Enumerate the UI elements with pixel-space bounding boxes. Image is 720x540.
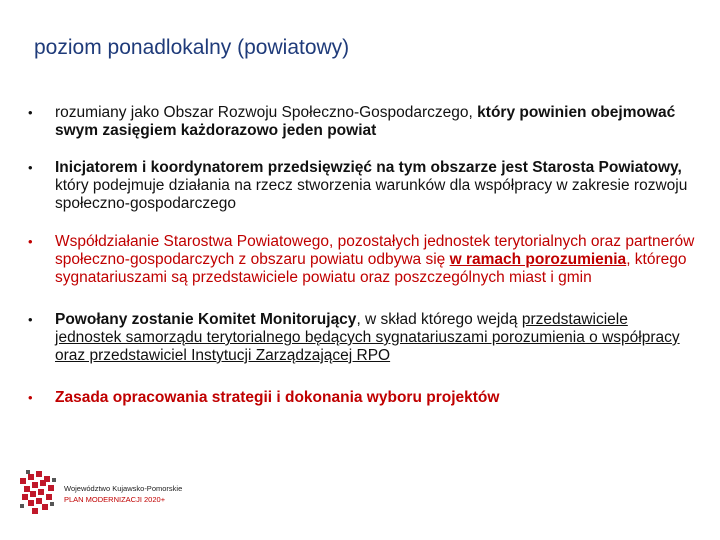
bullet-dot: • (28, 390, 33, 405)
bullet-4-underlined: przedstawiciele jednostek samorządu terytorialnego będących sygnatariuszami porozumienia o współpracy oraz przedstawiciel Instytucji Zarządzającej RPO (55, 311, 680, 364)
bullet-dot: • (28, 312, 33, 327)
bullet-dot: • (28, 234, 33, 249)
bullet-3-text-end: , którego sygnatariuszami są przedstawiciele powiatu oraz poszczególnych miast i gmin (55, 251, 687, 286)
bullet-5-bold: Zasada opracowania strategii i dokonania wyboru projektów (55, 389, 500, 406)
regional-logo (18, 468, 218, 518)
bullet-2-text: który podejmuje działania na rzecz stworzenia warunków dla współpracy w zakresie rozwoju społeczno-gospodarczego (55, 177, 688, 212)
bullet-list (28, 104, 698, 407)
bullet-1-bold: który powinien obejmować swym zasięgiem każdorazowo jeden powiat (55, 104, 676, 139)
logo-region-name: Województwo Kujawsko-Pomorskie (64, 484, 183, 493)
bullet-dot: • (28, 105, 33, 120)
slide-title: poziom ponadlokalny (powiatowy) (34, 36, 350, 59)
logo-plan-name: PLAN MODERNIZACJI 2020+ (64, 495, 166, 504)
bullet-2-bold: Inicjatorem i koordynatorem przedsięwzięć na tym obszarze jest Starosta Powiatowy, (55, 159, 682, 176)
logo-mosaic-icon (18, 468, 60, 516)
bullet-item-2 (28, 159, 698, 213)
bullet-item-4 (28, 311, 698, 365)
bullet-item-3 (28, 233, 698, 287)
bullet-item-1 (28, 104, 698, 140)
bullet-1-text: rozumiany jako Obszar Rozwoju Społeczno-Gospodarczego, (55, 104, 478, 121)
bullet-4-bold: Powołany zostanie Komitet Monitorujący (55, 311, 357, 328)
bullet-dot: • (28, 160, 33, 175)
bullet-3-underlined: w ramach porozumienia (449, 251, 627, 268)
bullet-3-text: Współdziałanie Starostwa Powiatowego, pozostałych jednostek terytorialnych oraz partnerów społeczno-gospodarczych z obszaru powiatu odbywa się (55, 233, 695, 268)
bullet-item-5 (28, 389, 698, 407)
bullet-4-text: , w skład którego wejdą (356, 311, 522, 328)
